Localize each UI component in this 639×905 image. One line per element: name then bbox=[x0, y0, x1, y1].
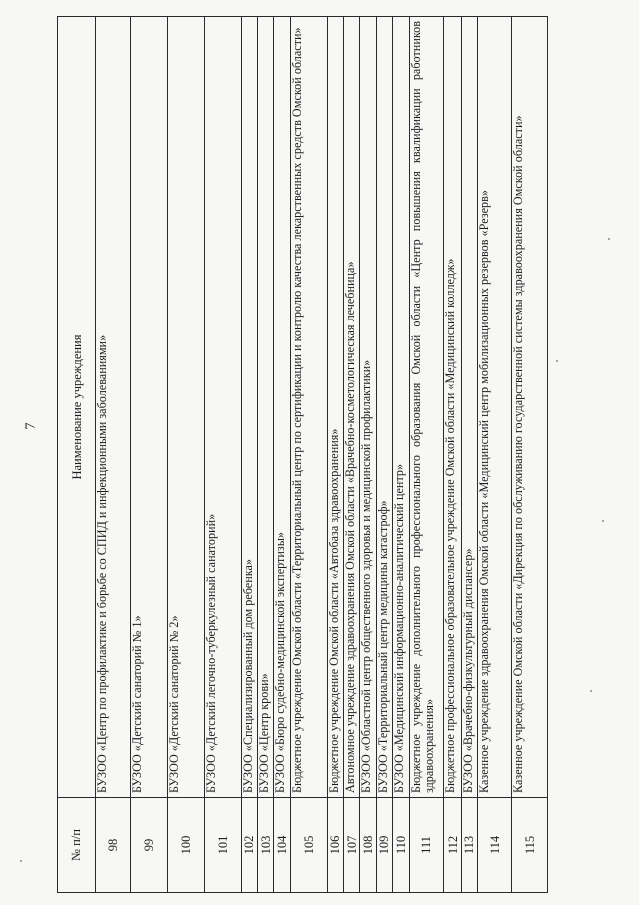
table-row bbox=[512, 17, 548, 893]
row-name: БУЗОО «Медицинский информационно-аналитический центр» bbox=[393, 17, 409, 798]
row-name: Казенное учреждение Омской области «Дирекция по обслуживанию государственной системы здравоохранения Омской области» bbox=[512, 17, 548, 798]
row-number: 115 bbox=[512, 798, 548, 893]
table-row bbox=[257, 17, 273, 893]
row-name: БУЗОО «Детский санаторий № 1» bbox=[130, 17, 167, 798]
table-header-row bbox=[58, 17, 96, 893]
row-number: 111 bbox=[409, 798, 444, 893]
row-number: 102 bbox=[241, 798, 257, 893]
table-row bbox=[478, 17, 512, 893]
row-number: 107 bbox=[343, 798, 359, 893]
row-number: 101 bbox=[204, 798, 241, 893]
table-row bbox=[290, 17, 327, 893]
row-number: 114 bbox=[478, 798, 512, 893]
row-number: 113 bbox=[461, 798, 477, 893]
row-name: Бюджетное учреждение дополнительного профессионального образования Омской области «Центр повышения квалификации работников здравоохранения» bbox=[409, 17, 444, 798]
table-row bbox=[409, 17, 444, 893]
table-row bbox=[130, 17, 167, 893]
row-name: Казенное учреждение здравоохранения Омской области «Медицинский центр мобилизационных резервов «Резерв» bbox=[478, 17, 512, 798]
table-row bbox=[393, 17, 409, 893]
scan-speck bbox=[556, 360, 558, 362]
row-number: 109 bbox=[376, 798, 392, 893]
row-name: БУЗОО «Врачебно-физкультурный диспансер» bbox=[461, 17, 477, 798]
row-name: Автономное учреждение здравоохранения Омской области «Врачебно-косметологическая лечебница» bbox=[343, 17, 359, 798]
row-name: БУЗОО «Территориальный центр медицины катастроф» bbox=[376, 17, 392, 798]
scan-speck bbox=[608, 238, 610, 240]
table-row bbox=[376, 17, 392, 893]
row-name: БУЗОО «Детский легочно-туберкулезный санаторий» bbox=[204, 17, 241, 798]
table-row bbox=[167, 17, 204, 893]
row-name: БУЗОО «Детский санаторий № 2» bbox=[167, 17, 204, 798]
table-row bbox=[327, 17, 343, 893]
table-row bbox=[343, 17, 359, 893]
table-row bbox=[444, 17, 461, 893]
row-name: БУЗОО «Центр по профилактике и борьбе со СПИД и инфекционными заболеваниями» bbox=[96, 17, 131, 798]
row-name: БУЗОО «Специализированный дом ребенка» bbox=[241, 17, 257, 798]
scan-speck bbox=[20, 860, 22, 862]
table-row bbox=[461, 17, 477, 893]
page-number: 7 bbox=[23, 422, 39, 430]
header-name: Наименование учреждения bbox=[58, 17, 96, 798]
table-container bbox=[57, 16, 548, 893]
row-name: БУЗОО «Бюро судебно-медицинской экспертизы» bbox=[274, 17, 290, 798]
row-number: 104 bbox=[274, 798, 290, 893]
row-number: 105 bbox=[290, 798, 327, 893]
table-row bbox=[241, 17, 257, 893]
row-number: 99 bbox=[130, 798, 167, 893]
row-name: Бюджетное профессиональное образовательное учреждение Омской области «Медицинский колледж» bbox=[444, 17, 461, 798]
row-number: 100 bbox=[167, 798, 204, 893]
header-number: № п/п bbox=[58, 798, 96, 893]
row-number: 103 bbox=[257, 798, 273, 893]
row-name: БУЗОО «Центр крови» bbox=[257, 17, 273, 798]
scan-speck bbox=[602, 520, 604, 522]
row-number: 108 bbox=[360, 798, 376, 893]
row-number: 110 bbox=[393, 798, 409, 893]
table-row bbox=[274, 17, 290, 893]
row-number: 106 bbox=[327, 798, 343, 893]
row-name: Бюджетное учреждение Омской области «Автобаза здравоохранения» bbox=[327, 17, 343, 798]
institutions-table bbox=[57, 16, 548, 893]
row-name: Бюджетное учреждение Омской области «Территориальный центр по сертификации и контролю качества лекарственных средств Омской области» bbox=[290, 17, 327, 798]
scan-speck bbox=[590, 690, 592, 692]
row-number: 98 bbox=[96, 798, 131, 893]
table-row bbox=[96, 17, 131, 893]
table-row bbox=[360, 17, 376, 893]
row-name: БУЗОО «Областной центр общественного здоровья и медицинской профилактики» bbox=[360, 17, 376, 798]
row-number: 112 bbox=[444, 798, 461, 893]
table-row bbox=[204, 17, 241, 893]
